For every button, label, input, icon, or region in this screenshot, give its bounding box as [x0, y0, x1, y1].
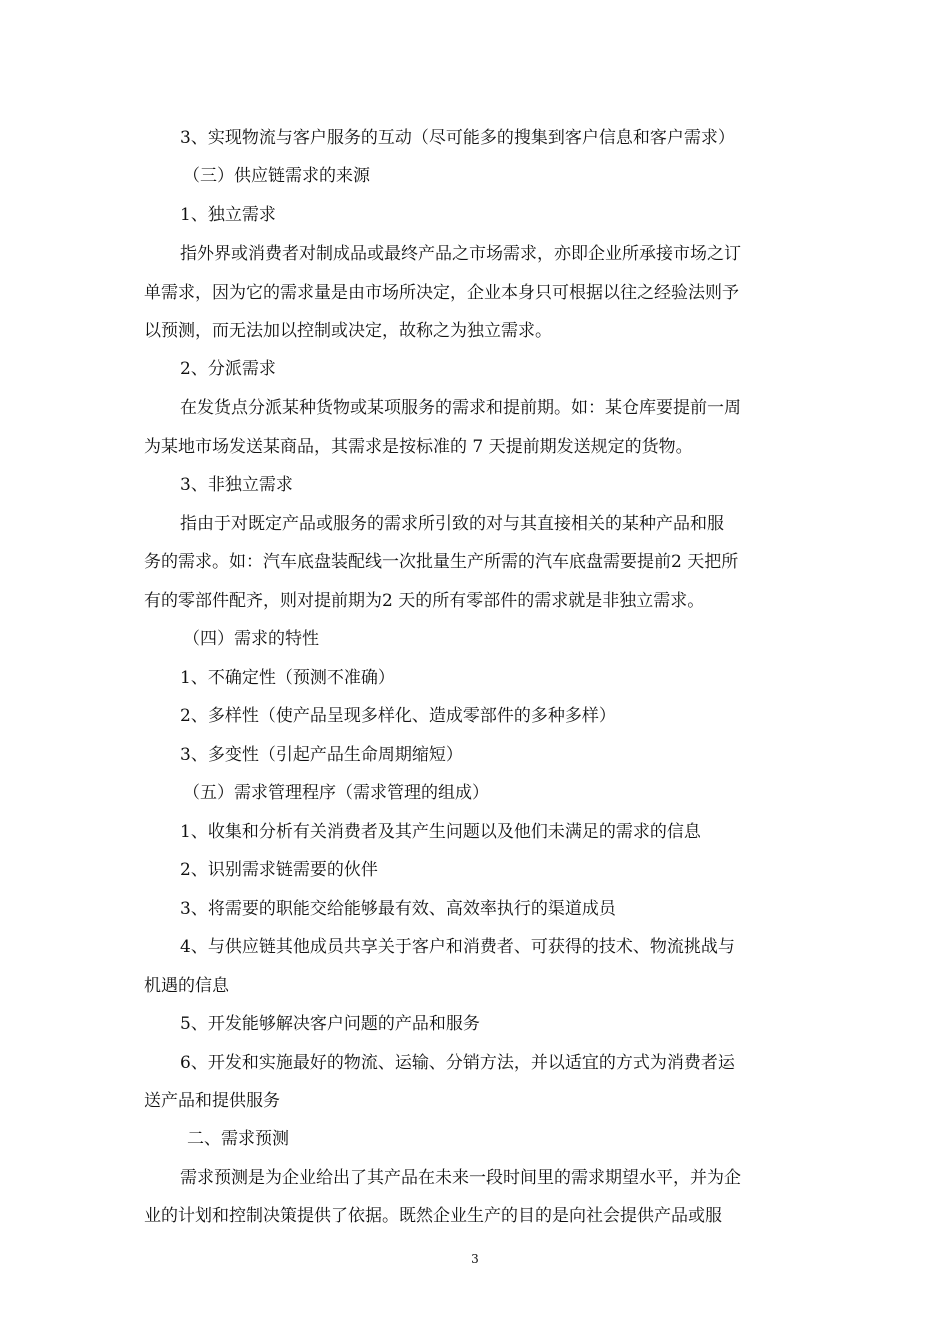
list-item: 2、多样性（使产品呈现多样化、造成零部件的多种多样）: [180, 706, 616, 726]
list-item: 5、开发能够解决客户问题的产品和服务: [180, 1014, 480, 1034]
section-heading: （四）需求的特性: [183, 629, 319, 649]
chapter-heading: 二、需求预测: [187, 1129, 289, 1149]
text-line: 在发货点分派某种货物或某项服务的需求和提前期。如：某仓库要提前一周: [180, 398, 741, 418]
text-line: 业的计划和控制决策提供了依据。既然企业生产的目的是向社会提供产品或服: [144, 1206, 722, 1226]
list-item: 2、识别需求链需要的伙伴: [180, 860, 378, 880]
list-item-continuation: 机遇的信息: [144, 976, 229, 996]
list-item: 6、开发和实施最好的物流、运输、分销方法，并以适宜的方式为消费者运: [180, 1053, 735, 1073]
section-heading: （五）需求管理程序（需求管理的组成）: [183, 783, 489, 803]
subsection-heading: 2、分派需求: [180, 359, 276, 379]
text-line: 单需求，因为它的需求量是由市场所决定，企业本身只可根据以往之经验法则予: [144, 283, 739, 303]
subsection-heading: 3、非独立需求: [180, 475, 293, 495]
text-line: 有的零部件配齐，则对提前期为2 天的所有零部件的需求就是非独立需求。: [144, 591, 705, 611]
list-item: 4、与供应链其他成员共享关于客户和消费者、可获得的技术、物流挑战与: [180, 937, 735, 957]
text-line: 指外界或消费者对制成品或最终产品之市场需求，亦即企业所承接市场之订: [180, 244, 741, 264]
text-line: 务的需求。如：汽车底盘装配线一次批量生产所需的汽车底盘需要提前2 天把所: [144, 552, 739, 572]
subsection-heading: 1、独立需求: [180, 205, 276, 225]
text-line: 为某地市场发送某商品，其需求是按标准的 7 天提前期发送规定的货物。: [144, 437, 693, 457]
text-line: 以预测，而无法加以控制或决定，故称之为独立需求。: [144, 321, 552, 341]
text-line: 需求预测是为企业给出了其产品在未来一段时间里的需求期望水平，并为企: [180, 1168, 741, 1188]
list-item: 3、多变性（引起产品生命周期缩短）: [180, 745, 463, 765]
text-line: 3、实现物流与客户服务的互动（尽可能多的搜集到客户信息和客户需求）: [180, 128, 735, 148]
text-line: 指由于对既定产品或服务的需求所引致的对与其直接相关的某种产品和服: [180, 514, 724, 534]
list-item-continuation: 送产品和提供服务: [144, 1091, 280, 1111]
page-number: 3: [471, 1252, 479, 1266]
list-item: 1、不确定性（预测不准确）: [180, 668, 395, 688]
section-heading: （三）供应链需求的来源: [183, 166, 370, 186]
list-item: 3、将需要的职能交给能够最有效、高效率执行的渠道成员: [180, 899, 616, 919]
list-item: 1、收集和分析有关消费者及其产生问题以及他们未满足的需求的信息: [180, 822, 701, 842]
